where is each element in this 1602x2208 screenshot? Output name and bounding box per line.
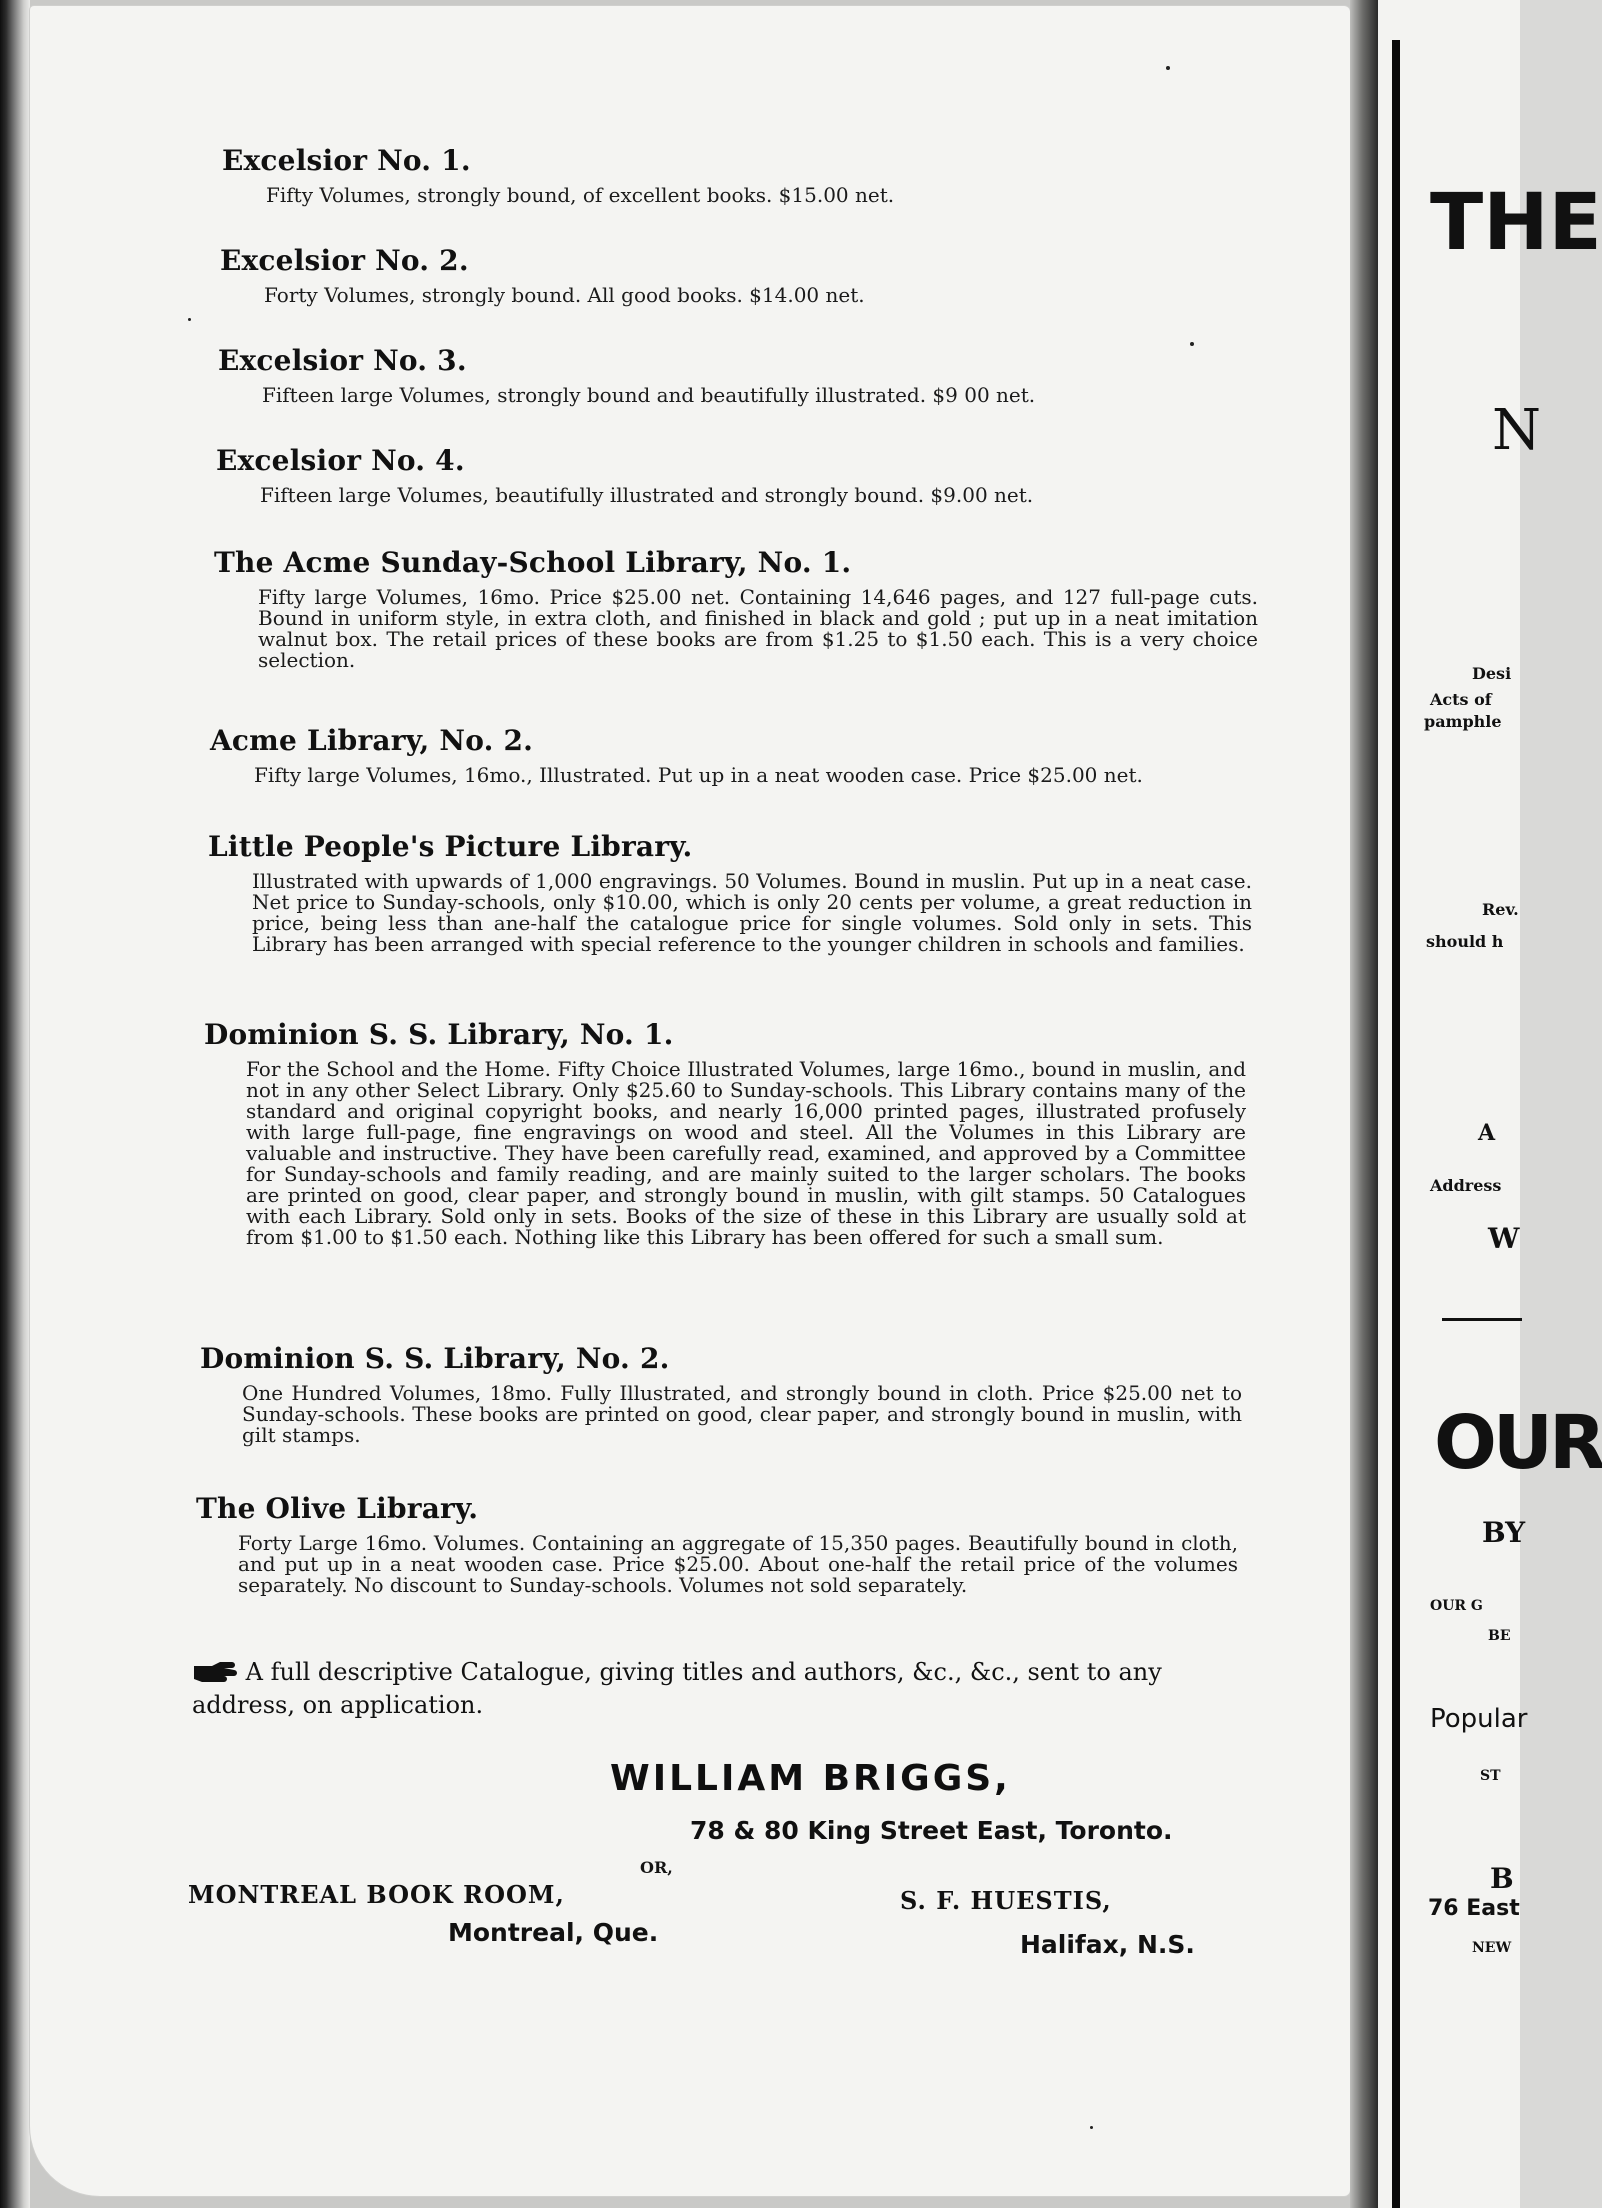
- print-speck: [1166, 66, 1170, 70]
- adjacent-text: THE: [1430, 178, 1602, 268]
- adjacent-page-rule: [1392, 40, 1400, 2208]
- or-label: OR,: [640, 1858, 673, 1877]
- entry-text: Forty Large 16mo. Volumes. Containing an aggregate of 15,350 pages. Beautifully bound in cloth, and put up in a neat wooden case. Price $25.00. About one-half the retail price of the volumes separately. No discount to Sunday-schools. Volumes not sold separately.: [238, 1531, 1238, 1597]
- adjacent-text: OUR G: [1430, 1598, 1483, 1614]
- adjacent-text: Rev.: [1482, 900, 1519, 919]
- print-speck: [1190, 342, 1194, 346]
- entry-acme-library-2: [210, 724, 1270, 786]
- entry-excelsior-2: [220, 244, 1220, 306]
- adjacent-text: W: [1488, 1222, 1520, 1255]
- adjacent-text: Desi: [1472, 664, 1512, 683]
- entry-dominion-library-1: [204, 1018, 1264, 1248]
- adjacent-text: OUR: [1434, 1400, 1602, 1486]
- publisher-address: 78 & 80 King Street East, Toronto.: [690, 1816, 1173, 1845]
- adjacent-text: BE: [1488, 1628, 1511, 1644]
- entry-title: Excelsior No. 2.: [220, 244, 469, 277]
- entry-text: Fifty Volumes, strongly bound, of excellent books. $15.00 net.: [266, 183, 895, 207]
- entry-text: Fifty large Volumes, 16mo., Illustrated. Put up in a neat wooden case. Price $25.00 net.: [254, 763, 1143, 787]
- entry-title: Excelsior No. 4.: [216, 444, 465, 477]
- catalogue-note-text: A full descriptive Catalogue, giving titles and authors, &c., &c., sent to any address, on application.: [192, 1658, 1162, 1719]
- book-spine-edge: [0, 0, 30, 2208]
- entry-acme-library-1: [214, 546, 1274, 671]
- adjacent-text: pamphle: [1424, 712, 1502, 731]
- publisher-name: WILLIAM BRIGGS,: [610, 1758, 1011, 1799]
- entry-title: Little People's Picture Library.: [208, 830, 693, 863]
- print-speck: [1090, 2126, 1093, 2129]
- entry-title: Excelsior No. 1.: [222, 144, 471, 177]
- entry-text: Illustrated with upwards of 1,000 engravings. 50 Volumes. Bound in muslin. Put up in a neat case. Net price to Sunday-schools, only $10.00, which is only 20 cents per volume, a great reduction in price, being less than ane-half the catalogue price for single volumes. Sold only in sets. This Library has been arranged with special reference to the younger children in schools and families.: [252, 869, 1252, 956]
- entry-text: For the School and the Home. Fifty Choice Illustrated Volumes, large 16mo., bound in muslin, and not in any other Select Library. Only $25.60 to Sunday-schools. This Library contains many of the standard and original copyright books, and nearly 16,000 printed pages, illustrated profusely with large full-page, fine engravings on wood and steel. All the Volumes in this Library are valuable and instructive. They have been carefully read, examined, and approved by a Committee for Sunday-schools and family reading, and are mainly suited to the larger scholars. The books are printed on good, clear paper, and strongly bound in muslin, with gilt stamps. 50 Catalogues with each Library. Sold only in sets. Books of the size of these in this Library are usually sold at from $1.00 to $1.50 each. Nothing like this Library has been offered for such a small sum.: [246, 1057, 1246, 1249]
- entry-excelsior-1: [222, 144, 1222, 206]
- entry-olive-library: [196, 1492, 1256, 1596]
- entry-title: Dominion S. S. Library, No. 2.: [200, 1342, 670, 1375]
- adjacent-text: Address: [1430, 1176, 1502, 1195]
- entry-title: Excelsior No. 3.: [218, 344, 467, 377]
- entry-title: Dominion S. S. Library, No. 1.: [204, 1018, 674, 1051]
- book-gutter: [1350, 0, 1378, 2208]
- huestis-name: S. F. HUESTIS,: [900, 1886, 1112, 1915]
- print-speck: [188, 318, 191, 321]
- entry-text: Fifteen large Volumes, beautifully illustrated and strongly bound. $9.00 net.: [260, 483, 1034, 507]
- document-page: [30, 6, 1350, 2196]
- adjacent-rule: [1442, 1318, 1522, 1321]
- adjacent-text: NEW: [1472, 1940, 1512, 1956]
- adjacent-page: [1378, 0, 1602, 2208]
- entry-little-peoples-library: [208, 830, 1268, 955]
- adjacent-text: A: [1478, 1120, 1496, 1146]
- entry-title: The Acme Sunday-School Library, No. 1.: [214, 546, 852, 579]
- adjacent-text: N: [1492, 398, 1541, 463]
- adjacent-text: Popular: [1430, 1704, 1528, 1734]
- entry-text: Fifty large Volumes, 16mo. Price $25.00 net. Containing 14,646 pages, and 127 full-page cuts. Bound in uniform style, in extra cloth, and finished in black and gold ; put up in a neat imitation walnut box. The retail prices of these books are from $1.25 to $1.50 each. This is a very choice selection.: [258, 585, 1258, 672]
- entry-title: The Olive Library.: [196, 1492, 479, 1525]
- entry-title: Acme Library, No. 2.: [210, 724, 534, 757]
- adjacent-text: 76 East: [1428, 1896, 1520, 1921]
- adjacent-text: B: [1490, 1862, 1514, 1895]
- adjacent-text: ST: [1480, 1768, 1501, 1784]
- entry-dominion-library-2: [200, 1342, 1260, 1446]
- pointing-hand-icon: [192, 1660, 238, 1682]
- montreal-city: Montreal, Que.: [448, 1918, 659, 1947]
- adjacent-text: should h: [1426, 932, 1504, 951]
- montreal-book-room: MONTREAL BOOK ROOM,: [188, 1880, 565, 1909]
- entry-excelsior-4: [216, 444, 1216, 506]
- entry-text: One Hundred Volumes, 18mo. Fully Illustrated, and strongly bound in cloth. Price $25.00 net to Sunday-schools. These books are printed on good, clear paper, and strongly bound in muslin, with gilt stamps.: [242, 1381, 1242, 1447]
- entry-text: Forty Volumes, strongly bound. All good books. $14.00 net.: [264, 283, 865, 307]
- entry-excelsior-3: [218, 344, 1218, 406]
- entry-text: Fifteen large Volumes, strongly bound and beautifully illustrated. $9 00 net.: [262, 383, 1036, 407]
- catalogue-note: [192, 1656, 1242, 1722]
- adjacent-text: BY: [1482, 1516, 1526, 1549]
- adjacent-text: Acts of: [1430, 690, 1492, 709]
- halifax-city: Halifax, N.S.: [1020, 1930, 1195, 1959]
